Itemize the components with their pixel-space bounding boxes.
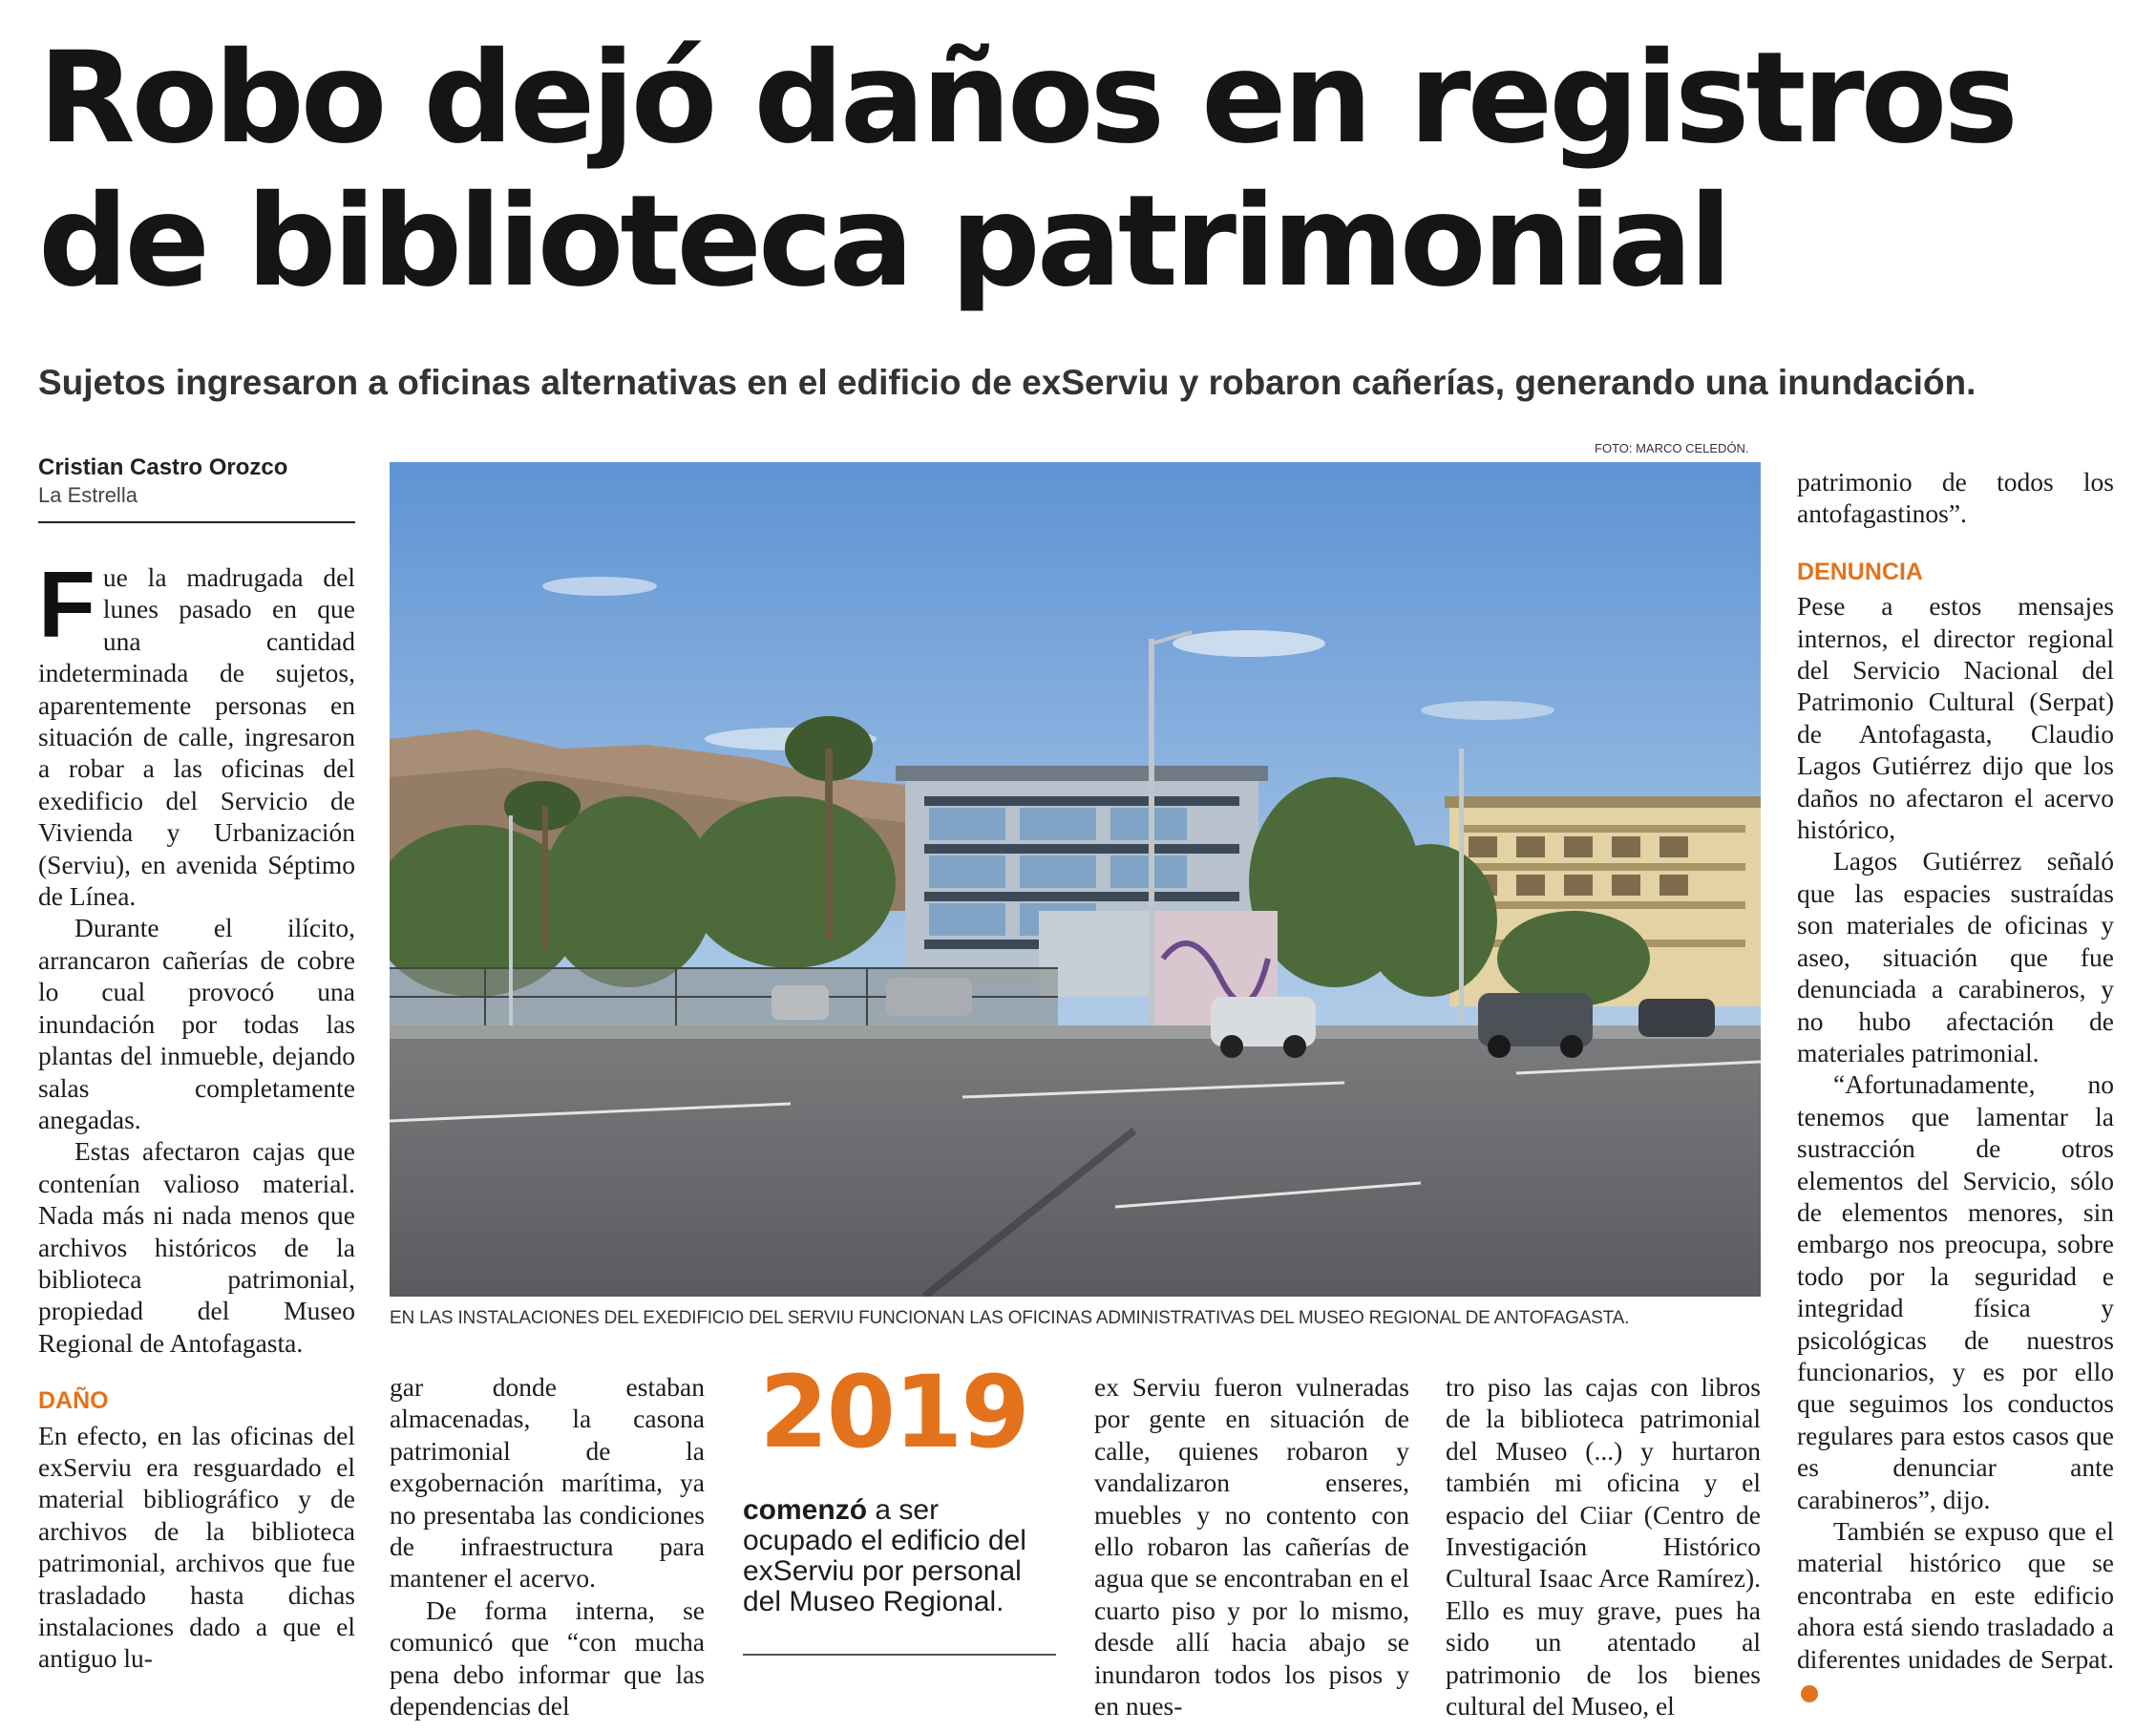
end-mark-icon — [1801, 1685, 1818, 1702]
article-column-5 — [1797, 466, 2114, 1706]
paragraph: De forma interna, se comunicó que “con mucha pena debo informar que las dependencias del — [390, 1595, 705, 1721]
headline: Robo dejó daños en registros de biblioteca patrimonial — [38, 25, 2015, 315]
deck-subtitle: Sujetos ingresaron a oficinas alternativas en el edificio de exServiu y robaron cañerías, generando una inundación. — [38, 363, 1976, 402]
photo-caption: EN LAS INSTALACIONES DEL EXEDIFICIO DEL SERVIU FUNCIONAN LAS OFICINAS ADMINISTRATIVAS DEL MUSEO REGIONAL DE ANTOFAGASTA. — [390, 1308, 1630, 1328]
subhead-denuncia: DENUNCIA — [1797, 558, 1923, 585]
byline-publication: La Estrella — [38, 483, 137, 507]
paragraph: Lagos Gutiérrez señaló que las espacies sustraídas son materiales de oficinas y aseo, situación que fue denunciada a carabineros, y no hubo afectación de materiales patrimonial. — [1797, 846, 2114, 1067]
factbox-bold-lead: comenzó — [743, 1494, 868, 1526]
paragraph — [1797, 1515, 2114, 1706]
factbox-body: a ser ocupado el edificio del exServiu por personal del Museo Regional. — [743, 1494, 1026, 1617]
paragraph: Durante el ilícito, arrancaron cañerías de cobre lo cual provocó una inundación por todas las plantas del inmueble, dejando salas completamente anegadas. — [38, 913, 355, 1134]
drop-cap: F — [38, 552, 95, 657]
paragraph: ex Serviu fueron vulneradas por gente en situación de calle, quienes robaron y vandalizaron enseres, muebles y no contento con ello robaron las cañerías de agua que se encontraban en el cuarto piso y por lo mismo, desde allí hacia abajo se inundaron todos los pisos y en nues- — [1094, 1372, 1409, 1721]
article-column-2 — [390, 1371, 705, 1721]
factbox-text — [743, 1495, 1056, 1617]
paragraph: Estas afectaron cajas que contenían valioso material. Nada más ni nada menos que archivos históricos de la biblioteca patrimonial, propiedad del Museo Regional de Antofagasta. — [38, 1136, 355, 1358]
paragraph: gar donde estaban almacenadas, la casona patrimonial de la exgobernación marítima, ya no presentaba las condiciones de infraestructura para mantener el acervo. — [390, 1372, 705, 1594]
article-column-4 — [1446, 1371, 1761, 1721]
lead-paragraph — [38, 552, 355, 912]
closing-paragraph-text: También se expuso que el material histórico que se encontraba en este edificio ahora está siendo trasladado a diferentes unidades de Serpat. — [1797, 1516, 2114, 1674]
article-column-1 — [38, 552, 355, 1675]
byline-author: Cristian Castro Orozco — [38, 454, 288, 480]
photo-credit: FOTO: MARCO CELEDÓN. — [1595, 441, 1749, 455]
paragraph: “Afortunadamente, no tenemos que lamentar la sustracción de otros elementos del Servicio, sólo de elementos menores, sin embargo nos preocupa, sobre todo por la seguridad e integridad física y psicológicas de nuestros funcionarios, y es por ello que seguimos los conductos regulares para estos casos que es denunciar ante carabineros”, dijo. — [1797, 1069, 2114, 1514]
byline-rule — [38, 521, 355, 523]
lead-paragraph-text: ue la madrugada del lunes pasado en que una cantidad indeterminada de sujetos, aparentemente personas en situación de calle, ingresaron a robar a las oficinas del exedificio del Servicio de Vivienda y Urbanización (Serviu), en avenida Séptimo de Línea. — [38, 562, 355, 912]
factbox-number: 2019 — [759, 1354, 1028, 1470]
paragraph: patrimonio de todos los antofagastinos”. — [1797, 467, 2114, 529]
subhead-dano: DAÑO — [38, 1387, 109, 1415]
factbox-rule — [743, 1654, 1056, 1656]
article-column-3 — [1094, 1371, 1409, 1721]
article-photo — [390, 462, 1761, 1297]
paragraph: Pese a estos mensajes internos, el director regional del Servicio Nacional del Patrimonio Cultural (Serpat) de Antofagasta, Claudio Lagos Gutiérrez dijo que los daños no afectaron el acervo histórico, — [1797, 591, 2114, 845]
paragraph: tro piso las cajas con libros de la biblioteca patrimonial del Museo (...) y hurtaron también mi oficina y el espacio del Ciiar (Centro de Investigación Histórico Cultural Isaac Arce Ramírez). Ello es muy grave, pues ha sido un atentado al patrimonio de los bienes cultural del Museo, el — [1446, 1372, 1761, 1721]
paragraph: En efecto, en las oficinas del exServiu era resguardado el material bibliográfico y de archivos de la biblioteca patrimonial, archivos que fue trasladado hasta dichas instalaciones dado a que el antiguo lu- — [38, 1420, 355, 1674]
